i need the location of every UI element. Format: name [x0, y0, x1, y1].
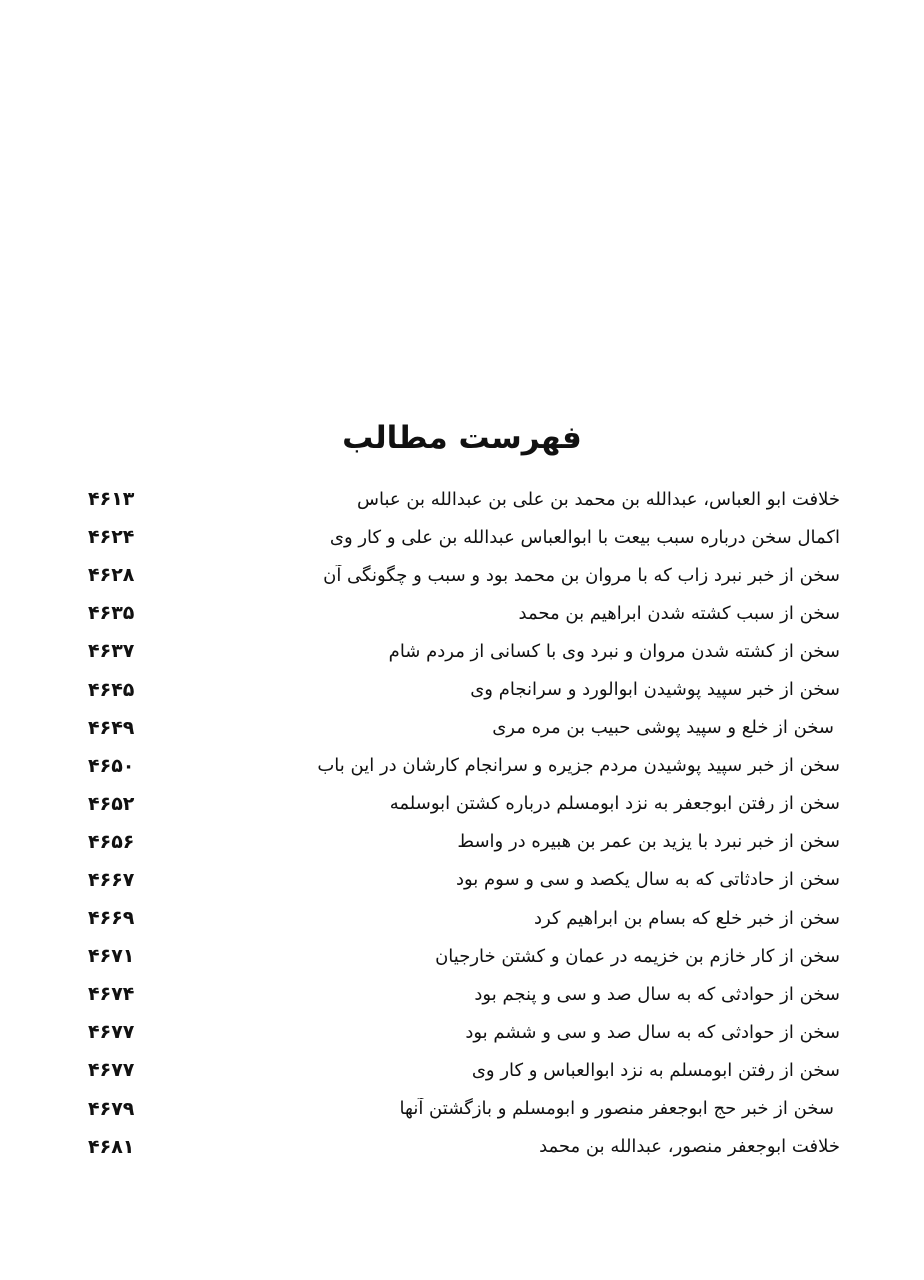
toc-page-number: ۴۶۵۲ — [88, 792, 135, 815]
toc-entry — [84, 823, 840, 861]
toc-entry — [84, 975, 840, 1013]
toc-entry — [84, 899, 840, 937]
toc-page-number: ۴۶۱۳ — [88, 488, 135, 511]
toc-entry — [84, 556, 840, 594]
toc-entry-title: سخن از رفتن ابومسلم به نزد ابوالعباس و کار وی — [471, 1059, 840, 1081]
toc-page-number: ۴۶۶۹ — [88, 907, 135, 930]
toc-entry — [84, 670, 840, 708]
toc-entry — [84, 1013, 840, 1051]
toc-page-number: ۴۶۶۷ — [88, 868, 135, 891]
toc-entry — [84, 632, 840, 670]
toc-entry-title: سخن از حوادثی که به سال صد و سی و ششم بود — [465, 1021, 840, 1043]
toc-entry-title: سخن از کشته شدن مروان و نبرد وی با کسانی از مردم شام — [388, 640, 840, 662]
toc-page-number: ۴۶۴۵ — [88, 678, 135, 701]
toc-entry-title: سخن از سبب کشته شدن ابراهیم بن محمد — [518, 602, 840, 624]
toc-entry — [84, 709, 840, 747]
toc-page-number: ۴۶۵۶ — [88, 830, 135, 853]
toc-entry-title: سخن از حادثاتی که به سال یکصد و سی و سوم بود — [455, 869, 840, 891]
toc-entry-title: سخن از رفتن ابوجعفر به نزد ابومسلم درباره کشتن ابوسلمه — [389, 793, 840, 815]
toc-entry-title: سخن از خبر نبرد با یزید بن عمر بن هبیره در واسط — [457, 831, 840, 853]
toc-entry-title: سخن از خبر خلع که بسام بن ابراهیم کرد — [533, 907, 840, 929]
toc-page-number: ۴۶۷۱ — [88, 945, 135, 968]
toc-entry — [84, 1090, 840, 1128]
toc-page-number: ۴۶۸۱ — [88, 1135, 135, 1158]
toc-entry — [84, 747, 840, 785]
toc-entry — [84, 785, 840, 823]
toc-title: فهرست مطالب — [342, 420, 582, 456]
toc-page-number: ۴۶۲۸ — [88, 564, 135, 587]
toc-entry-title: اکمال سخن درباره سبب بیعت با ابوالعباس عبدالله بن علی و کار وی — [329, 526, 840, 548]
toc-page-number: ۴۶۷۷ — [88, 1059, 135, 1082]
toc-entry-title: خلافت ابوجعفر منصور، عبدالله بن محمد — [539, 1136, 840, 1158]
toc-entry — [84, 480, 840, 518]
toc-page-number: ۴۶۷۹ — [88, 1097, 135, 1120]
toc-entry-title: سخن از خلع و سپید پوشی حبیب بن مره مری — [492, 717, 834, 739]
toc-entry-title: سخن از حوادثی که به سال صد و سی و پنجم بود — [474, 983, 840, 1005]
toc-page-number: ۴۶۳۷ — [88, 640, 135, 663]
toc-entry-title: سخن از کار خازم بن خزیمه در عمان و کشتن خارجیان — [435, 945, 840, 967]
toc-page-number: ۴۶۳۵ — [88, 602, 135, 625]
toc-entry-title: سخن از خبر سپید پوشیدن مردم جزیره و سرانجام کارشان در این باب — [317, 755, 840, 777]
toc-entry — [84, 937, 840, 975]
toc-page-number: ۴۶۵۰ — [88, 754, 135, 777]
toc-entry — [84, 861, 840, 899]
toc-entry — [84, 594, 840, 632]
toc-page-number: ۴۶۷۷ — [88, 1021, 135, 1044]
toc-page-number: ۴۶۴۹ — [88, 716, 135, 739]
toc-page-number: ۴۶۷۴ — [88, 983, 135, 1006]
toc-list — [84, 480, 840, 1166]
toc-entry-title: خلافت ابو العباس، عبدالله بن محمد بن علی بن عبدالله بن عباس — [357, 488, 840, 510]
toc-entry-title: سخن از خبر سپید پوشیدن ابوالورد و سرانجام وی — [470, 679, 840, 701]
toc-entry — [84, 1128, 840, 1166]
toc-entry-title: سخن از خبر حج ابوجعفر منصور و ابومسلم و بازگشتن آنها — [399, 1098, 834, 1120]
toc-entry-title: سخن از خبر نبرد زاب که با مروان بن محمد بود و سبب و چگونگی آن — [323, 564, 840, 586]
toc-entry — [84, 1051, 840, 1089]
toc-entry — [84, 518, 840, 556]
toc-page-number: ۴۶۲۴ — [88, 526, 135, 549]
